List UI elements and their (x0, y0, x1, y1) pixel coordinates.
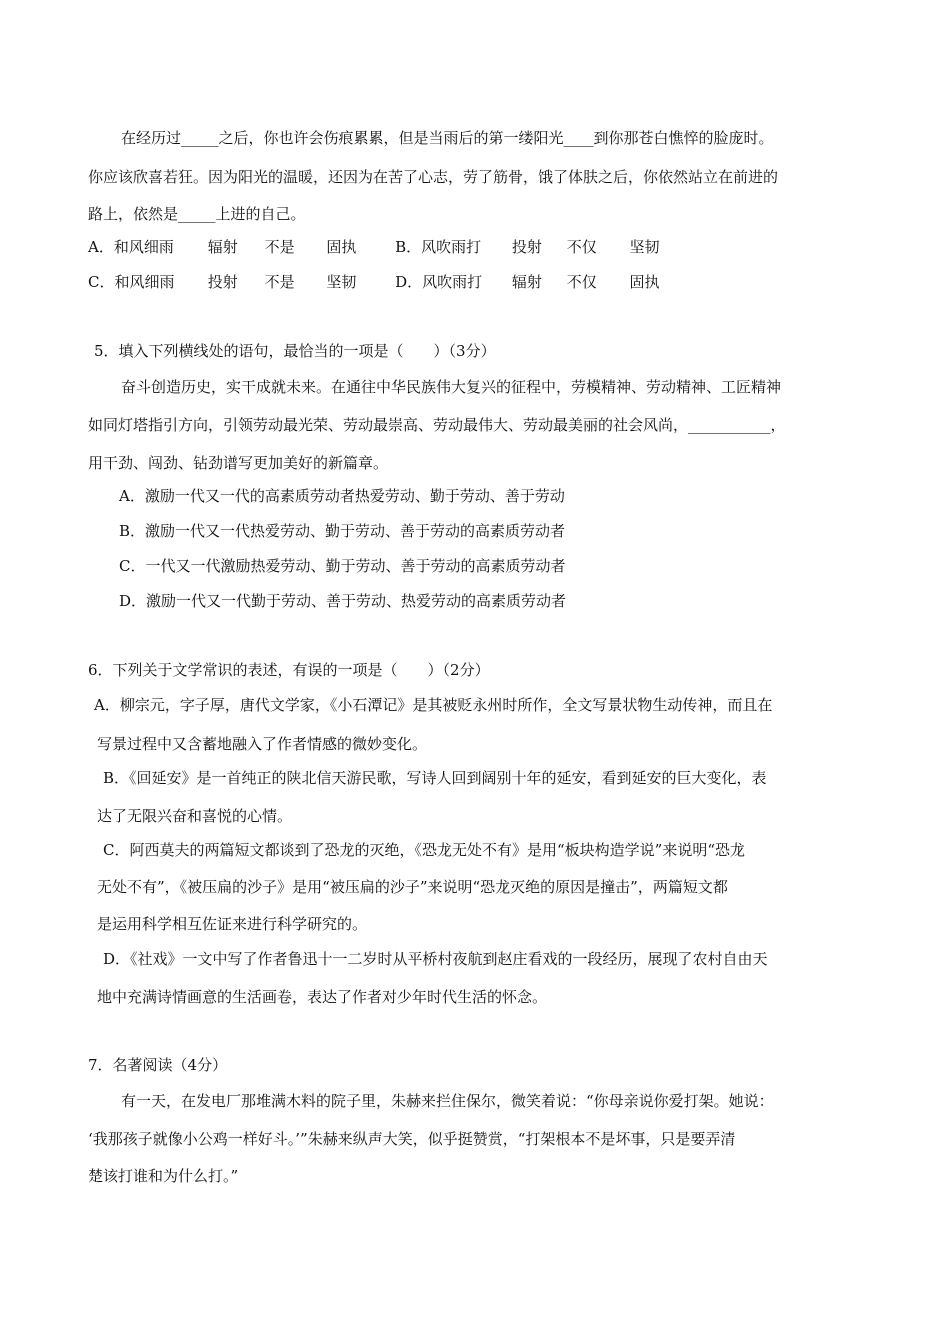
q4-option-c-word2: 投射 (207, 273, 238, 291)
q4-option-a-word1[interactable]: A．和风细雨 (88, 238, 174, 256)
q4-option-d-word2: 辐射 (511, 273, 542, 291)
q5-passage-line-1: 奋斗创造历史，实干成就未来。在通往中华民族伟大复兴的征程中，劳模精神、劳动精神、工匠精神 (121, 378, 782, 396)
q4-option-c-word1[interactable]: C．和风细雨 (88, 273, 175, 291)
q7-passage-line-1: 有一天，在发电厂那堆满木料的院子里，朱赫来拦住保尔，微笑着说：“你母亲说你爱打架。她说： (121, 1092, 774, 1110)
q7-passage-line-2: ‘我那孩子就像小公鸡一样好斗。’”朱赫来纵声大笑，似乎挺赞赏，“打架根本不是坏事，只是要弄清 (88, 1130, 736, 1148)
q6-option-c-line-3: 是运用科学相互佐证来进行科学研究的。 (97, 915, 368, 933)
q6-option-b-line-1[interactable]: B．《回延安》是一首纯正的陕北信天游民歌，写诗人回到阔别十年的延安，看到延安的巨大变化，表 (103, 769, 767, 787)
q4-option-d-word1[interactable]: D．风吹雨打 (395, 273, 483, 291)
q6-option-c-line-1[interactable]: C．阿西莫夫的两篇短文都谈到了恐龙的灭绝，《恐龙无处不有》是用“板块构造学说”来说明“恐龙 (103, 841, 745, 859)
q7-stem: 7．名著阅读（4分） (88, 1056, 228, 1074)
q4-option-a-word2: 辐射 (207, 238, 238, 256)
q5-option-b[interactable]: B．激励一代又一代热爱劳动、勤于劳动、善于劳动的高素质劳动者 (119, 522, 566, 540)
q4-option-b-word4: 坚韧 (629, 238, 660, 256)
q5-passage-line-2: 如同灯塔指引方向，引领劳动最光荣、劳动最崇高、劳动最伟大、劳动最美丽的社会风尚，___________， (88, 416, 786, 434)
q5-option-d[interactable]: D．激励一代又一代勤于劳动、善于劳动、热爱劳动的高素质劳动者 (119, 592, 567, 610)
q4-option-d-word4: 固执 (629, 273, 660, 291)
q4-passage-line-2: 你应该欣喜若狂。因为阳光的温暖，还因为在苦了心志，劳了筋骨，饿了体肤之后，你依然站立在前进的 (88, 168, 779, 186)
q4-option-c-word4: 坚韧 (326, 273, 357, 291)
q4-option-d-word3: 不仅 (566, 273, 597, 291)
q5-stem: 5．填入下列横线处的语句，最恰当的一项是（ ）（3分） (94, 342, 496, 360)
q6-option-c-line-2: 无处不有”，《被压扁的沙子》是用“被压扁的沙子”来说明“恐龙灭绝的原因是撞击”，两篇短文都 (97, 878, 728, 896)
q4-passage-line-3: 路上，依然是_____上进的自己。 (88, 205, 306, 223)
q6-stem: 6．下列关于文学常识的表述，有误的一项是（ ）（2分） (88, 661, 490, 679)
q4-option-b-word2: 投射 (511, 238, 542, 256)
q4-option-b-word1[interactable]: B．风吹雨打 (395, 238, 482, 256)
q4-options-row-1 (88, 237, 659, 257)
q6-option-a-line-1[interactable]: A．柳宗元，字子厚，唐代文学家，《小石潭记》是其被贬永州时所作，全文写景状物生动传神，而且在 (94, 696, 773, 714)
q6-option-d-line-2: 地中充满诗情画意的生活画卷，表达了作者对少年时代生活的怀念。 (97, 988, 548, 1006)
q6-option-d-line-1[interactable]: D．《社戏》一文中写了作者鲁迅十一二岁时从平桥村夜航到赵庄看戏的一段经历，展现了农村自由天 (103, 950, 768, 968)
q4-option-b-word3: 不仅 (566, 238, 597, 256)
q4-option-a-word3: 不是 (264, 238, 295, 256)
q7-passage-line-3: 楚该打谁和为什么打。” (88, 1167, 239, 1185)
q4-option-c-word3: 不是 (264, 273, 295, 291)
q5-option-c[interactable]: C．一代又一代激励热爱劳动、勤于劳动、善于劳动的高素质劳动者 (119, 557, 566, 575)
q6-option-a-line-2: 写景过程中又含蓄地融入了作者情感的微妙变化。 (97, 735, 428, 753)
q5-passage-line-3: 用干劲、闯劲、钻劲谱写更加美好的新篇章。 (88, 454, 389, 472)
q6-option-b-line-2: 达了无限兴奋和喜悦的心情。 (97, 807, 293, 825)
q4-option-a-word4: 固执 (326, 238, 357, 256)
q4-passage-line-1: 在经历过_____之后，你也许会伤痕累累，但是当雨后的第一缕阳光____到你那苍白憔悴的脸庞时。 (121, 129, 774, 147)
q4-options-row-2 (88, 272, 659, 292)
q5-option-a[interactable]: A．激励一代又一代的高素质劳动者热爱劳动、勤于劳动、善于劳动 (119, 487, 565, 505)
